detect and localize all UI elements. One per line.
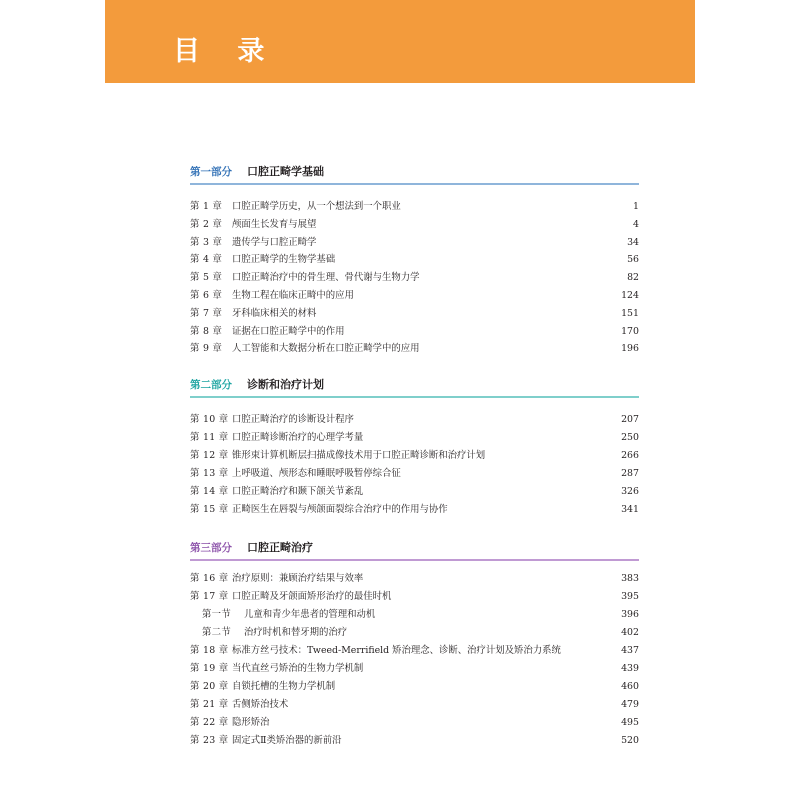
toc-entry[interactable] <box>190 234 639 252</box>
section-header <box>190 375 639 395</box>
chapter-title: 口腔正畸诊断治疗的心理学考量 <box>232 431 364 443</box>
toc-entry[interactable] <box>190 251 639 269</box>
chapter-number: 第 8 章 <box>190 325 223 337</box>
page-number: 266 <box>621 449 639 461</box>
toc-entry[interactable] <box>190 732 639 750</box>
toc-section <box>190 538 639 746</box>
section-label: 第二部分 <box>190 379 232 391</box>
toc-entry[interactable] <box>190 323 639 341</box>
page-number: 439 <box>621 663 639 674</box>
page-number: 479 <box>621 699 639 710</box>
toc-section <box>190 162 639 355</box>
chapter-title: 牙科临床相关的材料 <box>232 307 317 319</box>
toc-entry[interactable] <box>190 216 639 234</box>
chapter-title: 隐形矫治 <box>232 717 270 728</box>
toc-entry[interactable] <box>190 660 639 678</box>
page-number: 495 <box>621 717 639 728</box>
chapter-number: 第 14 章 <box>190 485 229 497</box>
page-number: 56 <box>627 254 639 266</box>
chapter-title: 遗传学与口腔正畸学 <box>232 236 317 248</box>
chapter-number: 第 16 章 <box>190 573 229 584</box>
toc-entry[interactable] <box>190 340 639 358</box>
page-number: 520 <box>621 735 639 746</box>
chapter-title: 口腔正畸治疗的诊断设计程序 <box>232 414 354 425</box>
page-number: 124 <box>621 290 639 301</box>
section-label: 第一部分 <box>190 166 232 178</box>
chapter-number: 第 23 章 <box>190 735 229 746</box>
page-number: 341 <box>621 503 639 515</box>
page-number: 196 <box>621 343 639 355</box>
toc-entry[interactable] <box>190 198 639 216</box>
chapter-title: 口腔正畸治疗和颞下颌关节紊乱 <box>232 485 364 497</box>
page-number: 250 <box>621 431 639 443</box>
chapter-number: 第 9 章 <box>190 343 223 355</box>
page-number: 437 <box>621 645 639 656</box>
chapter-title: 当代直丝弓矫治的生物力学机制 <box>232 663 364 674</box>
chapter-number: 第 22 章 <box>190 717 229 728</box>
chapter-number: 第 3 章 <box>190 236 223 248</box>
page-number: 287 <box>621 467 639 479</box>
chapter-number: 第 15 章 <box>190 503 229 515</box>
page-number: 4 <box>633 218 639 230</box>
section-title: 口腔正畸治疗 <box>247 541 313 554</box>
page-number: 383 <box>621 573 639 584</box>
section-title-text: 儿童和青少年患者的管理和动机 <box>244 609 376 620</box>
chapter-number: 第 20 章 <box>190 681 229 692</box>
toc-entry[interactable] <box>190 678 639 696</box>
chapter-title: 锥形束计算机断层扫描成像技术用于口腔正畸诊断和治疗计划 <box>232 449 486 461</box>
section-header <box>190 538 639 558</box>
toc-entry[interactable] <box>190 411 639 429</box>
toc-entry[interactable] <box>190 642 639 660</box>
chapter-title: 口腔正畸学的生物学基础 <box>232 254 336 266</box>
chapter-title: 上呼吸道、颅形态和睡眠呼吸暂停综合征 <box>232 467 401 479</box>
toc-entry[interactable] <box>190 465 639 483</box>
toc-entry[interactable] <box>190 570 639 588</box>
chapter-number: 第 13 章 <box>190 467 229 479</box>
toc-entry[interactable] <box>190 429 639 447</box>
page-number: 170 <box>621 325 639 337</box>
chapter-title: 口腔正畸学历史，从一个想法到一个职业 <box>232 201 401 212</box>
chapter-number: 第 19 章 <box>190 663 229 674</box>
toc-entry[interactable] <box>190 714 639 732</box>
chapter-number: 第 11 章 <box>190 431 229 443</box>
section-title: 口腔正畸学基础 <box>247 165 324 178</box>
page-number: 396 <box>621 609 639 620</box>
page-number: 207 <box>621 414 639 425</box>
toc-entry[interactable] <box>190 305 639 323</box>
section-title-text: 治疗时机和替牙期的治疗 <box>244 627 348 638</box>
page-number: 395 <box>621 591 639 602</box>
chapter-title: 生物工程在临床正畸中的应用 <box>232 290 354 301</box>
chapter-number: 第 1 章 <box>190 201 223 212</box>
section-title: 诊断和治疗计划 <box>247 378 324 391</box>
chapter-number: 第 21 章 <box>190 699 229 710</box>
toc-entry[interactable] <box>190 501 639 519</box>
toc-subentry[interactable] <box>190 624 639 642</box>
chapter-number: 第 2 章 <box>190 218 223 230</box>
page-number: 1 <box>633 201 639 212</box>
chapter-title: 固定式Ⅱ类矫治器的新前沿 <box>232 735 342 746</box>
chapter-title: 治疗原则：兼顾治疗结果与效率 <box>232 573 364 584</box>
page-number: 82 <box>627 272 639 284</box>
page-number: 34 <box>627 236 639 248</box>
chapter-title: 标准方丝弓技术：Tweed-Merrifield 矫治理念、诊断、治疗计划及矫治力系统 <box>232 645 561 656</box>
toc-entry[interactable] <box>190 287 639 305</box>
section-label: 第三部分 <box>190 542 232 554</box>
chapter-number: 第 18 章 <box>190 645 229 656</box>
chapter-number: 第 10 章 <box>190 414 229 425</box>
section-number: 第二节 <box>202 627 232 638</box>
chapter-title: 人工智能和大数据分析在口腔正畸学中的应用 <box>232 343 420 355</box>
page-number: 151 <box>621 307 639 319</box>
chapter-number: 第 12 章 <box>190 449 229 461</box>
chapter-title: 口腔正畸及牙颌面矫形治疗的最佳时机 <box>232 591 392 602</box>
chapter-title: 口腔正畸治疗中的骨生理、骨代谢与生物力学 <box>232 272 420 284</box>
toc-entry[interactable] <box>190 483 639 501</box>
toc-entry[interactable] <box>190 696 639 714</box>
chapter-title: 颅面生长发育与展望 <box>232 218 317 230</box>
toc-entry[interactable] <box>190 447 639 465</box>
chapter-number: 第 4 章 <box>190 254 223 266</box>
page-number: 402 <box>621 627 639 638</box>
section-divider <box>190 183 639 185</box>
chapter-title: 舌侧矫治技术 <box>232 699 289 710</box>
page-title: 目 录 <box>173 36 279 67</box>
page-number: 460 <box>621 681 639 692</box>
toc-section <box>190 375 639 515</box>
chapter-title: 证据在口腔正畸学中的作用 <box>232 325 345 337</box>
page-number: 326 <box>621 485 639 497</box>
header-band <box>105 0 695 83</box>
chapter-number: 第 7 章 <box>190 307 223 319</box>
chapter-number: 第 17 章 <box>190 591 229 602</box>
chapter-title: 自锁托槽的生物力学机制 <box>232 681 336 692</box>
section-number: 第一节 <box>202 609 232 620</box>
chapter-title: 正畸医生在唇裂与颅颌面裂综合治疗中的作用与协作 <box>232 503 448 515</box>
toc-subentry[interactable] <box>190 606 639 624</box>
chapter-number: 第 5 章 <box>190 272 223 284</box>
chapter-number: 第 6 章 <box>190 290 223 301</box>
section-header <box>190 162 639 182</box>
toc-entry[interactable] <box>190 269 639 287</box>
section-divider <box>190 396 639 398</box>
section-divider <box>190 559 639 561</box>
toc-entry[interactable] <box>190 588 639 606</box>
